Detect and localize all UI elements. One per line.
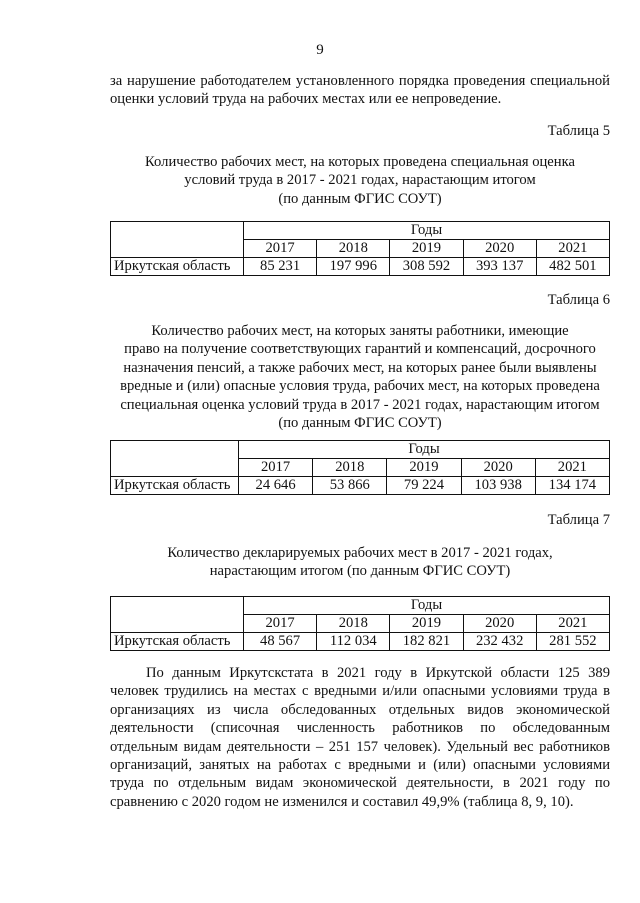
- table-7-group-header-row: [111, 597, 610, 615]
- table-5-year: 2018: [317, 240, 390, 258]
- table-row: [111, 477, 610, 495]
- table-6-region: Иркутская область: [111, 477, 239, 495]
- table-7-corner-cell: [111, 597, 244, 615]
- table-7-caption-line-2: нарастающим итогом (по данным ФГИС СОУТ): [209, 563, 511, 580]
- table-6-years-row: [111, 459, 610, 477]
- intro-line-2: оценки условий труда на рабочих местах или ее непроведение.: [110, 91, 502, 108]
- table-row: [111, 633, 610, 651]
- table-6-corner-cell: [111, 441, 239, 459]
- table-5-year: 2021: [536, 240, 609, 258]
- table-7-value: 182 821: [390, 633, 463, 651]
- table-7-year: 2018: [317, 615, 390, 633]
- table-7-year: 2021: [536, 615, 609, 633]
- table-6-value: 53 866: [313, 477, 387, 495]
- table-5-value: 393 137: [463, 258, 536, 276]
- table-5-year: 2019: [390, 240, 463, 258]
- closing-paragraph: По данным Иркутскстата в 2021 году в Иркутской области 125 389 человек трудились на местах с вредными и/или опасными условиями труда в организациях из числа обследованных отдельных видов экономической деятельности (списочная численность работников по обследованным отдельным видам деятельности – 251 157 человек). Удельный вес работников организаций, занятых на работах с вредными и (или) опасными условиями труда по отдельным видам экономической деятельности, в 2021 году по сравнению с 2020 годом не изменился и составил 49,9% (таблица 8, 9, 10).: [110, 665, 610, 810]
- table-7-years-row: [111, 615, 610, 633]
- table-6-year: 2018: [313, 459, 387, 477]
- table-row: [111, 258, 610, 276]
- table-6-value: 79 224: [387, 477, 461, 495]
- table-5-group-header-row: [111, 222, 610, 240]
- table-5-caption-line-2: условий труда в 2017 - 2021 годах, нарастающим итогом: [184, 172, 536, 189]
- table-6-value: 103 938: [461, 477, 535, 495]
- table-7-corner-cell-lower: [111, 615, 244, 633]
- table-6-caption: [110, 322, 610, 432]
- intro-paragraph: [110, 72, 610, 109]
- table-6-year: 2017: [239, 459, 313, 477]
- table-6-group-header: Годы: [239, 441, 610, 459]
- table-5: [110, 221, 610, 276]
- table-6-value: 24 646: [239, 477, 313, 495]
- table-6-caption-line-1: Количество рабочих мест, на которых заняты работники, имеющие: [151, 323, 569, 339]
- table-7-group-header: Годы: [244, 597, 610, 615]
- table-6-year: 2019: [387, 459, 461, 477]
- table-7-year: 2019: [390, 615, 463, 633]
- table-5-year: 2020: [463, 240, 536, 258]
- table-6-value: 134 174: [535, 477, 609, 495]
- table-5-region: Иркутская область: [111, 258, 244, 276]
- table-5-corner-cell: [111, 222, 244, 240]
- table-5-caption-line-1: Количество рабочих мест, на которых проведена специальная оценка: [145, 154, 575, 170]
- table-7-caption-line-1: Количество декларируемых рабочих мест в 2017 - 2021 годах,: [167, 545, 553, 561]
- page-number: 9: [316, 42, 324, 58]
- table-7-year: 2017: [244, 615, 317, 633]
- table-7-region: Иркутская область: [111, 633, 244, 651]
- table-7-value: 112 034: [317, 633, 390, 651]
- table-6-caption-line-5: специальная оценка условий труда в 2017 - 2021 годах, нарастающим итогом: [120, 396, 600, 413]
- table-5-label: Таблица 5: [547, 123, 610, 139]
- table-5-value: 85 231: [244, 258, 317, 276]
- table-7-value: 281 552: [536, 633, 609, 651]
- table-6: [110, 440, 610, 495]
- table-6-corner-cell-lower: [111, 459, 239, 477]
- table-6-caption-line-3: назначения пенсий, а также рабочих мест, на которых ранее были выявлены: [123, 359, 597, 376]
- table-7: [110, 596, 610, 651]
- table-7-label: Таблица 7: [547, 512, 610, 528]
- table-7-caption: [110, 544, 610, 581]
- table-7-year: 2020: [463, 615, 536, 633]
- table-6-group-header-row: [111, 441, 610, 459]
- intro-line-1: за нарушение работодателем установленного порядка проведения специальной: [110, 73, 610, 89]
- table-6-caption-line-2: право на получение соответствующих гарантий и компенсаций, досрочного: [124, 341, 596, 358]
- table-6-year: 2020: [461, 459, 535, 477]
- table-6-year: 2021: [535, 459, 609, 477]
- table-5-group-header: Годы: [244, 222, 610, 240]
- table-5-years-row: [111, 240, 610, 258]
- table-5-year: 2017: [244, 240, 317, 258]
- table-7-value: 232 432: [463, 633, 536, 651]
- table-5-value: 197 996: [317, 258, 390, 276]
- table-6-label: Таблица 6: [547, 292, 610, 308]
- table-5-caption: [110, 153, 610, 208]
- table-5-caption-line-3: (по данным ФГИС СОУТ): [278, 190, 442, 207]
- table-5-value: 308 592: [390, 258, 463, 276]
- table-6-caption-line-4: вредные и (или) опасные условия труда, рабочих мест, на которых проведена: [120, 378, 600, 395]
- table-7-value: 48 567: [244, 633, 317, 651]
- table-5-value: 482 501: [536, 258, 609, 276]
- table-6-caption-line-6: (по данным ФГИС СОУТ): [278, 415, 442, 432]
- table-5-corner-cell-lower: [111, 240, 244, 258]
